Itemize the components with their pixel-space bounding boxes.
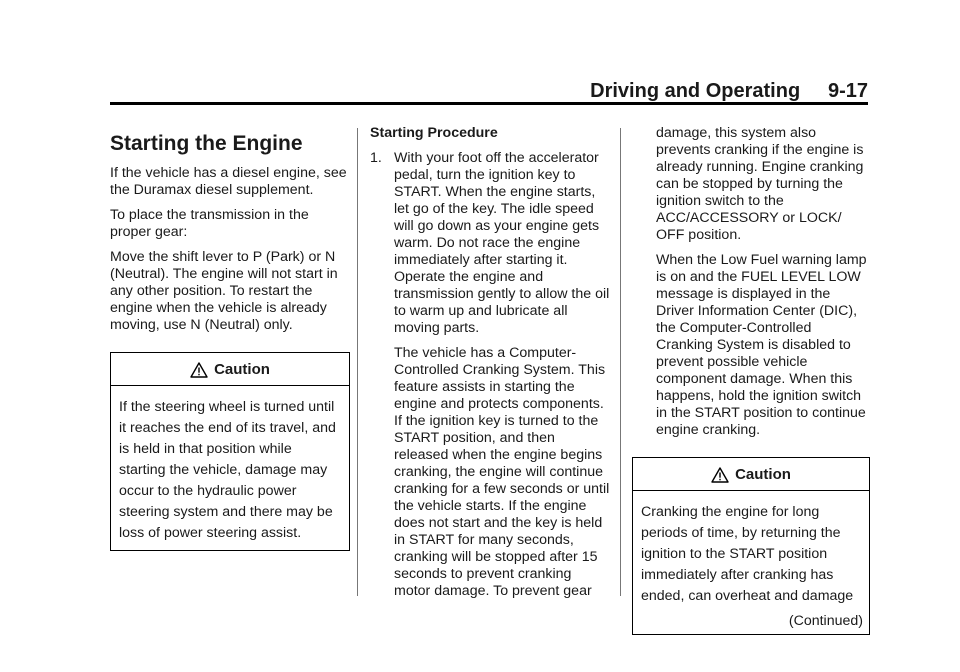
section-heading: Starting the Engine xyxy=(110,132,303,155)
left-column xyxy=(110,125,350,551)
section-title: Driving and Operating xyxy=(590,80,801,102)
warning-triangle-icon xyxy=(711,467,729,483)
warning-triangle-icon xyxy=(190,362,208,378)
column-divider xyxy=(620,128,621,596)
continued-label: (Continued) xyxy=(788,613,863,629)
caution-text: Cranking the engine for long periods of time, by returning the ignition to the START position immediately after cranking has ended, can overheat and damage xyxy=(641,504,854,604)
paragraph: If the vehicle has a diesel engine, see the Duramax diesel supplement. xyxy=(110,165,347,198)
subheading: Starting Procedure xyxy=(370,125,498,141)
paragraph: damage, this system also prevents cranking if the engine is already running. Engine cranking can be stopped by turning the ignition switch to the ACC/ACCESSORY or LOCK/ OFF position. xyxy=(656,125,864,243)
page-header xyxy=(110,80,868,104)
header-rule xyxy=(110,102,868,105)
list-item xyxy=(370,150,610,600)
paragraph: To place the transmission in the proper gear: xyxy=(110,207,309,240)
right-column xyxy=(632,125,870,635)
caution-header xyxy=(111,353,349,386)
column-divider xyxy=(357,128,358,596)
caution-box xyxy=(632,457,870,635)
list-number: 1. xyxy=(370,150,382,166)
caution-title: Caution xyxy=(735,466,791,483)
paragraph: Move the shift lever to P (Park) or N (Neutral). The engine will not start in any other position. To restart the engine when the vehicle is already moving, use N (Neutral) only. xyxy=(110,249,338,333)
header-title xyxy=(590,80,868,103)
caution-title: Caution xyxy=(214,361,270,378)
step-text: With your foot off the accelerator pedal, turn the ignition key to START. When the engine starts, let go of the key. The idle speed will go down as your engine gets warm. Do not race the engine immediately after starting it. Operate the engine and transmission gently to allow the oil to warm up and lubricate all moving parts. xyxy=(394,150,610,336)
continued-step xyxy=(632,125,870,439)
middle-column xyxy=(370,125,610,608)
caution-header xyxy=(633,458,869,491)
caution-text: If the steering wheel is turned until it reaches the end of its travel, and is held in that position while starting the vehicle, damage may occur to the hydraulic power steering system and there may be loss of power steering assist. xyxy=(119,399,336,541)
page-number: 9-17 xyxy=(827,80,868,102)
paragraph: When the Low Fuel warning lamp is on and the FUEL LEVEL LOW message is displayed in the Driver Information Center (DIC), the Computer-Controlled Cranking System is disabled to prevent possible vehicle component damage. When this happens, hold the ignition switch in the START position to continue engine cranking. xyxy=(656,252,867,438)
caution-box xyxy=(110,352,350,551)
step-text-continued: The vehicle has a Computer-Controlled Cranking System. This feature assists in starting the engine and protects components. If the ignition key is turned to the START position, and then released when the engine begins cranking, the engine will continue cranking for a few seconds or until the vehicle starts. If the engine does not start and the key is held in START for many seconds, cranking will be stopped after 15 seconds to prevent cranking motor damage. To prevent gear xyxy=(394,345,610,599)
